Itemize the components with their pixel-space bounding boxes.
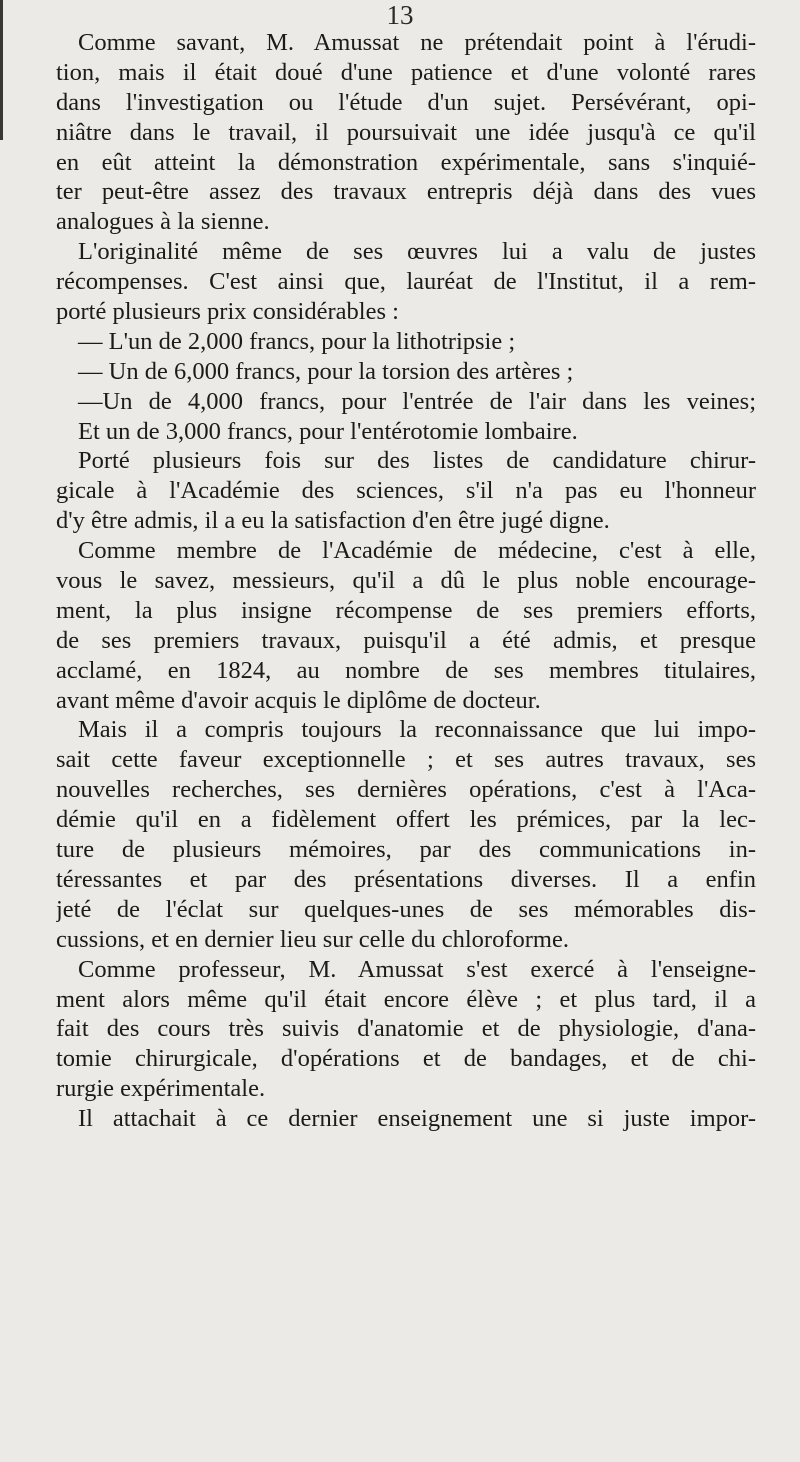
text-line: jeté de l'éclat sur quelques-unes de ses mémorables dis- [56,895,756,923]
text-line: sait cette faveur exceptionnelle ; et ses autres travaux, ses [56,746,756,774]
text-line: Comme membre de l'Académie de médecine, c'est à elle, [78,537,756,565]
text-line: Il attachait à ce dernier enseignement une si juste impor- [78,1105,756,1133]
text-line: acclamé, en 1824, au nombre de ses membres titulaires, [56,656,756,684]
text-line: porté plusieurs prix considérables : [56,298,399,326]
text-line: Et un de 3,000 francs, pour l'entérotomie lombaire. [78,417,578,445]
text-line: fait des cours très suivis d'anatomie et de physiologie, d'ana- [56,1015,756,1043]
text-line: gicale à l'Académie des sciences, s'il n'a pas eu l'honneur [56,477,756,505]
text-line: ment alors même qu'il était encore élève ; et plus tard, il a [56,985,756,1013]
text-line: Mais il a compris toujours la reconnaissance que lui impo- [78,716,756,744]
text-line: ment, la plus insigne récompense de ses premiers efforts, [56,596,756,624]
text-line: — Un de 6,000 francs, pour la torsion des artères ; [78,357,574,385]
text-line: cussions, et en dernier lieu sur celle du chloroforme. [56,925,569,953]
text-line: dans l'investigation ou l'étude d'un sujet. Persévérant, opi- [56,88,756,116]
text-line: en eût atteint la démonstration expérimentale, sans s'inquié- [56,148,756,176]
text-line: nouvelles recherches, ses dernières opérations, c'est à l'Aca- [56,776,756,804]
text-line: de ses premiers travaux, puisqu'il a été admis, et presque [56,626,756,654]
text-line: vous le savez, messieurs, qu'il a dû le plus noble encourage- [56,567,756,595]
text-line: L'originalité même de ses œuvres lui a valu de justes [78,238,756,266]
text-line: avant même d'avoir acquis le diplôme de docteur. [56,686,541,714]
text-line: tion, mais il était doué d'une patience et d'une volonté rares [56,58,756,86]
text-line: ter peut-être assez des travaux entrepris déjà dans des vues [56,178,756,206]
text-line: Comme professeur, M. Amussat s'est exercé à l'enseigne- [78,955,756,983]
text-line: d'y être admis, il a eu la satisfaction d'en être jugé digne. [56,507,610,535]
text-line: récompenses. C'est ainsi que, lauréat de l'Institut, il a rem- [56,268,756,296]
text-line: Comme savant, M. Amussat ne prétendait point à l'érudi- [78,29,756,56]
page-number: 13 [386,0,414,30]
text-line: Porté plusieurs fois sur des listes de candidature chirur- [78,447,756,475]
body-text [56,28,756,1134]
text-line: ture de plusieurs mémoires, par des communications in- [56,836,756,864]
text-line: — L'un de 2,000 francs, pour la lithotripsie ; [78,327,516,355]
text-line: niâtre dans le travail, il poursuivait une idée jusqu'à ce qu'il [56,118,756,146]
text-line: démie qu'il en a fidèlement offert les prémices, par la lec- [56,806,756,834]
text-line: rurgie expérimentale. [56,1075,266,1103]
text-line: tomie chirurgicale, d'opérations et de bandages, et de chi- [56,1045,756,1073]
text-line: téressantes et par des présentations diverses. Il a enfin [56,865,756,893]
text-line: analogues à la sienne. [56,208,270,236]
text-line: —Un de 4,000 francs, pour l'entrée de l'air dans les veines; [78,387,756,415]
